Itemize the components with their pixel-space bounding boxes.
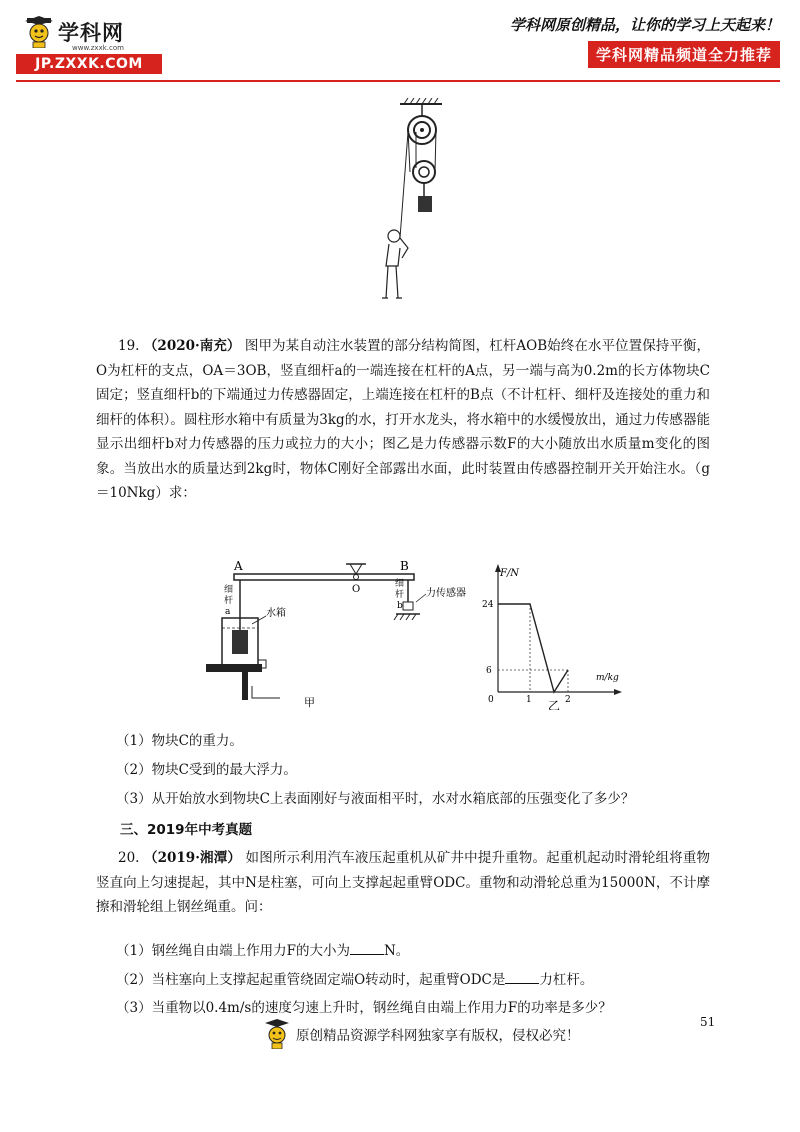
slogan-text: 学科网原创精品，让你的学习上天起来！ [509,16,780,34]
question-20 [96,846,710,920]
rod-a-label-1: 细 [224,585,234,595]
q19-source: （2020·南充） [143,338,241,354]
x-axis-label: m/kg [596,673,619,683]
label-B: B [400,559,409,573]
question-19 [96,334,710,506]
answer-blank-2[interactable] [505,969,539,984]
q19-sub1: （1）物块C的重力。 [116,733,243,749]
label-A: A [234,559,243,573]
q20-sub2 [116,969,593,990]
rod-a-label-2: 杆 [224,596,234,606]
header-divider [16,80,780,82]
figure-jia-caption: 甲 [304,696,315,708]
figure-yi-graph [476,560,646,710]
page-number: 51 [700,1015,716,1029]
rod-a-label-3: a [225,607,231,617]
q20-sub3: （3）当重物以0.4m/s的速度匀速上升时，钢丝绳自由端上作用力F的功率是多少？ [116,1000,612,1016]
section-heading: 三、2019年中考真题 [120,822,253,838]
header-slogan [480,14,780,68]
site-logo[interactable] [16,14,162,74]
mascot-icon [24,16,54,48]
q20-number: 20. [118,850,140,866]
y-axis-label: F/N [500,568,520,579]
q20-sub2-text: （2）当柱塞向上支撑起起重管绕固定端O转动时，起重臂ODC是 [116,972,506,988]
rod-b-label-2: 杆 [395,590,405,600]
rod-b-label-3: b [397,601,403,611]
q20-sub1 [116,940,409,961]
y-tick-6: 6 [486,666,492,676]
origin-label: 0 [488,695,494,705]
q20-text: 如图所示利用汽车液压起重机从矿井中提升重物。起重机起动时滑轮组将重物竖直向上匀速提起，其中N是柱塞，可向上支撑起起重臂ODC。重物和动滑轮总重为15000N，不计摩擦和滑轮组上钢丝绳重。问： [96,850,711,915]
label-O: O [352,584,361,595]
q20-sub1-unit: N。 [383,943,410,959]
sensor-label: 力传感器 [426,588,466,599]
rod-b-label-1: 细 [395,579,405,589]
figure-jia-lever [200,558,490,708]
answer-blank-1[interactable] [350,940,384,955]
q19-sub3: （3）从开始放水到物块C上表面刚好与液面相平时，水对水箱底部的压强变化了多少？ [116,791,635,807]
footer-copyright: 原创精品资源学科网独家享有版权，侵权必究！ [296,1028,580,1044]
q19-text: 图甲为某自动注水装置的部分结构简图，杠杆AOB始终在水平位置保持平衡，O为杠杆的支点，OA＝3OB，竖直细杆a的一端连接在杠杆的A点，另一端与高为0.2m的长方体物块C固定；竖直细杆b的下端通过力传感器固定，上端连接在杠杆的B点（不计杠杆、细杆及连接处的重力和细杆的体积）。圆柱形水箱中有质量为3kg的水，打开水龙头，将水箱中的水缓慢放出，通过力传感器能显示出细杆b对力传感器的压力或拉力的大小；图乙是力传感器示数F的大小随放出水质量m变化的图象。当放出水的质量达到2kg时，物体C刚好全部露出水面，此时装置由传感器控制开关开始注水。（g＝10Nkg）求： [96,338,710,501]
logo-subtitle: www.zxxk.com [72,44,124,52]
q19-sub2: （2）物块C受到的最大浮力。 [116,762,297,778]
figure-yi-caption: 乙 [548,699,561,710]
logo-url-bar: JP.ZXXK.COM [16,54,162,74]
slogan-banner: 学科网精品频道全力推荐 [588,41,780,68]
q20-sub2-tail: 力杠杆。 [539,972,594,988]
logo-name: 学科网 [58,21,124,45]
pulley-figure [380,98,460,318]
q20-source: （2019·湘潭） [143,850,242,866]
x-tick-2: 2 [565,695,571,705]
footer [264,1016,580,1052]
tank-label: 水箱 [266,608,286,619]
q19-number: 19. [118,338,140,354]
x-tick-1: 1 [526,695,532,705]
y-tick-24: 24 [482,600,494,610]
q20-sub1-text: （1）钢丝绳自由端上作用力F的大小为 [116,943,350,959]
footer-mascot-icon [264,1019,290,1049]
